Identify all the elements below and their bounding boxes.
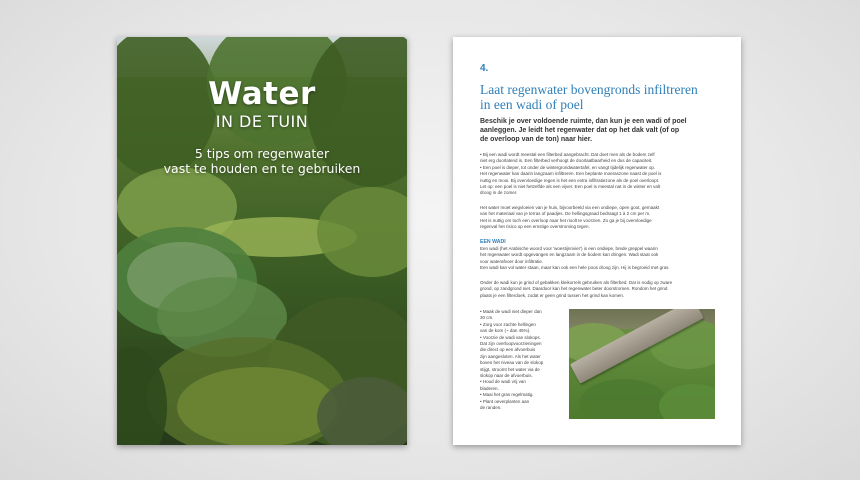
cover-subtitle: IN DE TUIN xyxy=(215,112,309,131)
cover-tagline: 5 tips om regenwater vast te houden en te gebruiken xyxy=(163,146,361,176)
paragraph-wadi: Een wadi (het Arabische woord voor 'woestijnrivier') is een ondiepe, brede greppel waarin het regenwater wordt opgevangen en langzaam in de bodem kan dringen. Wadi staat ook voor waterafvoer door infiltratie. Een wadi kan vol water staan, maar kan ook een hele poos droog zijn. Hij is begroeid met gras. xyxy=(480,246,670,271)
cover-title-block xyxy=(117,77,407,176)
article-intro: Beschik je over voldoende ruimte, dan kun je een wadi of poel aanleggen. Je leidt het regenwater dat op het dak valt (of op de overloop van de ton) naar hier. xyxy=(480,118,687,144)
paragraph-filterbed: Onder de wadi kun je grind of gebakken kleikorrels gebruiken als filterbed. Dat is nodig op zware grond, op zandgrond niet. Daardoor kan het regenwater beter doorstromen. Rondom het grind plaats je een filterdoek, zodat er geen grind tussen het grind kan komen. xyxy=(480,280,673,298)
article-page xyxy=(453,37,741,445)
subheading-wadi: EEN WADI xyxy=(480,239,506,245)
cover-page xyxy=(117,37,407,445)
cover-title: Water xyxy=(208,76,316,112)
paragraph-drainage: Het water moet wegvloeien van je huis, bijvoorbeeld via een ondiepe, open goot, gemaakt van het materiaal van je terras of paadjes. De hellingsgraad bedraagt 1 à 2 cm per m. Het is nuttig om toch een overloop naar het rioolt te voorzien. Zo ga je bij overvloedige regenval het risico op een ernstige overstroming tegen. xyxy=(480,205,660,230)
section-number: 4. xyxy=(480,63,489,74)
wadi-photo xyxy=(569,309,715,419)
bullet-list-wadi-poel: • Bij een wadi wordt meestal een filterbed aangebracht. Dat doet men als de bodem zelf niet erg doorlatend is. Een filterbed verhoogt de doorlaatbaarheid en dus de capaciteit. • Een poel is dieper, tot onder de wintergrondwatertafel, en vangt tijdelijk regenwater op. Het regenwater kan daarin langzaam infiltreren. Een beplante moeraszone naast de poel is nuttig en mooi. Bij overvloedige regen is het een extra infiltratiezone als de poel overloopt. Let op: een poel is niet hetzelfde als een vijver. Een poel is meestal nat in de winter en valt droog in de zomer. xyxy=(480,152,662,196)
article-title: Laat regenwater bovengronds infiltreren in een wadi of poel xyxy=(480,82,698,112)
tips-list: • Maak de wadi niet dieper dan 30 cm. • Zorg voor zachte hellingen van de kom (~ dan 45%). • Voorzie de wadi van slokops. Dat zijn overloopvoorzieningen die direct op een afvoerbuis zijn aangesloten. Als het water boven het niveau van de slokop stijgt, stroomt het water via de slokop naar de afvoerbuis. • Houd de wadi vrij van bladeren. • Maai het gras regelmatig. • Plant oeverplanten aan de randen. xyxy=(480,309,544,411)
